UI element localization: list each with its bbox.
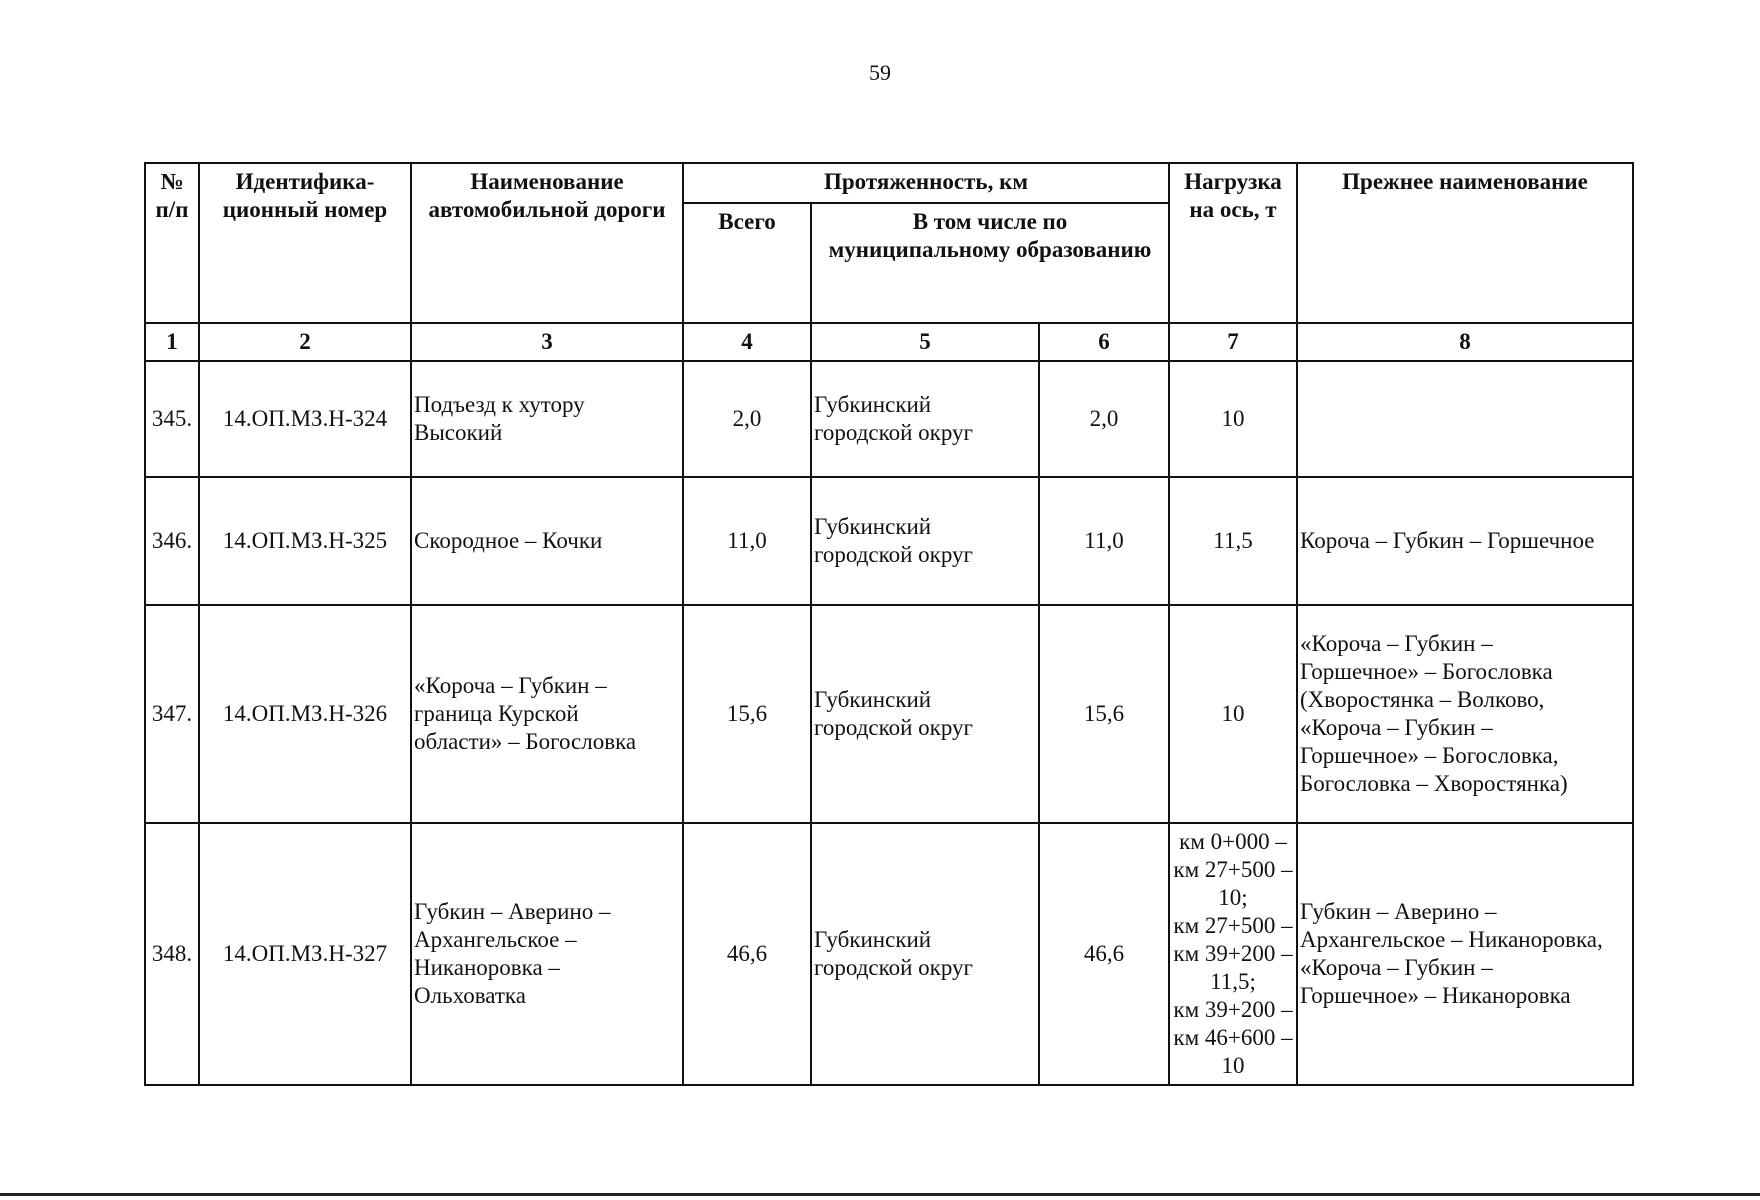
table-row xyxy=(145,477,1633,605)
row-id: 14.ОП.МЗ.Н-324 xyxy=(199,361,411,477)
row-id: 14.ОП.МЗ.Н-326 xyxy=(199,605,411,823)
row-total-length: 2,0 xyxy=(683,361,811,477)
row-total-length: 11,0 xyxy=(683,477,811,605)
column-number-row xyxy=(145,323,1633,361)
column-number: 1 xyxy=(145,323,199,361)
row-axle-load: 10 xyxy=(1169,361,1297,477)
row-road-name: «Короча – Губкин – граница Курской области» – Богословка xyxy=(411,605,683,823)
header-municipal: В том числе по муниципальному образованию xyxy=(811,203,1169,323)
row-road-name: Подъезд к хутору Высокий xyxy=(411,361,683,477)
column-number: 6 xyxy=(1039,323,1169,361)
header-num: № п/п xyxy=(145,163,199,323)
table-row xyxy=(145,823,1633,1085)
row-road-name: Губкин – Аверино – Архангельское – Никаноровка – Ольховатка xyxy=(411,823,683,1085)
header-total: Всего xyxy=(683,203,811,323)
column-number: 5 xyxy=(811,323,1039,361)
row-number: 345. xyxy=(145,361,199,477)
column-number: 8 xyxy=(1297,323,1633,361)
row-former-name: Губкин – Аверино – Архангельское – Никаноровка, «Короча – Губкин – Горшечное» – Никаноровка xyxy=(1297,823,1633,1085)
header-axle-load: Нагрузка на ось, т xyxy=(1169,163,1297,323)
table-row xyxy=(145,605,1633,823)
table-row xyxy=(145,361,1633,477)
header-row xyxy=(145,163,1633,203)
header-former-name: Прежнее наименование xyxy=(1297,163,1633,323)
row-axle-load: 10 xyxy=(1169,605,1297,823)
row-municipality: Губкинский городской округ xyxy=(811,361,1039,477)
header-road-name: Наименование автомобильной дороги xyxy=(411,163,683,323)
row-former-name: Короча – Губкин – Горшечное xyxy=(1297,477,1633,605)
row-id: 14.ОП.МЗ.Н-325 xyxy=(199,477,411,605)
roads-table xyxy=(144,162,1634,1086)
row-total-length: 46,6 xyxy=(683,823,811,1085)
row-axle-load: 11,5 xyxy=(1169,477,1297,605)
header-id: Идентифика- ционный номер xyxy=(199,163,411,323)
bottom-rule xyxy=(0,1193,1760,1196)
header-length: Протяженность, км xyxy=(683,163,1169,203)
row-id: 14.ОП.МЗ.Н-327 xyxy=(199,823,411,1085)
row-municipal-length: 46,6 xyxy=(1039,823,1169,1085)
row-municipality: Губкинский городской округ xyxy=(811,477,1039,605)
column-number: 4 xyxy=(683,323,811,361)
row-municipal-length: 2,0 xyxy=(1039,361,1169,477)
row-total-length: 15,6 xyxy=(683,605,811,823)
row-road-name: Скородное – Кочки xyxy=(411,477,683,605)
row-number: 347. xyxy=(145,605,199,823)
row-axle-load: км 0+000 – км 27+500 – 10; км 27+500 – км 39+200 – 11,5; км 39+200 – км 46+600 – 10 xyxy=(1169,823,1297,1085)
row-number: 348. xyxy=(145,823,199,1085)
row-number: 346. xyxy=(145,477,199,605)
column-number: 2 xyxy=(199,323,411,361)
page-number: 59 xyxy=(869,60,891,85)
row-municipal-length: 11,0 xyxy=(1039,477,1169,605)
column-number: 3 xyxy=(411,323,683,361)
row-municipality: Губкинский городской округ xyxy=(811,605,1039,823)
column-number: 7 xyxy=(1169,323,1297,361)
row-municipality: Губкинский городской округ xyxy=(811,823,1039,1085)
row-former-name: «Короча – Губкин – Горшечное» – Богословка (Хворостянка – Волково, «Короча – Губкин – Горшечное» – Богословка, Богословка – Хворостянка) xyxy=(1297,605,1633,823)
row-municipal-length: 15,6 xyxy=(1039,605,1169,823)
row-former-name xyxy=(1297,361,1633,477)
